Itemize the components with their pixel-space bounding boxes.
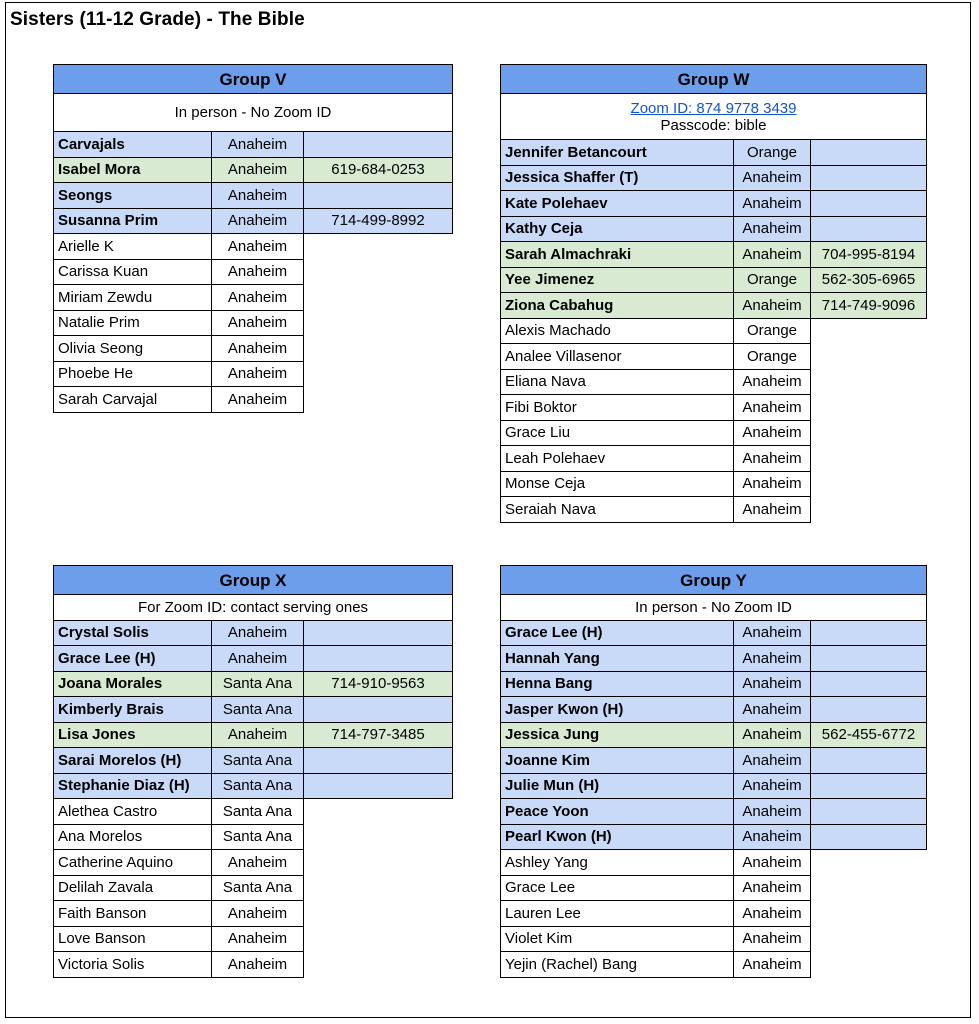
member-name: Alethea Castro <box>54 799 212 825</box>
member-phone <box>811 420 927 446</box>
member-name: Grace Liu <box>501 420 734 446</box>
meeting-info-line: Passcode: bible <box>660 116 767 134</box>
group-v-table <box>53 64 453 413</box>
member-row <box>54 620 453 646</box>
group-v-meeting-info <box>54 94 453 132</box>
member-row <box>54 259 453 285</box>
member-phone <box>811 926 927 952</box>
member-phone <box>811 216 927 242</box>
member-city: Anaheim <box>734 748 811 774</box>
member-name: Leah Polehaev <box>501 446 734 472</box>
member-row <box>501 446 927 472</box>
group-w-table <box>500 64 927 523</box>
member-city: Anaheim <box>734 850 811 876</box>
member-name: Carissa Kuan <box>54 259 212 285</box>
member-phone <box>811 344 927 370</box>
member-phone <box>304 285 453 311</box>
member-row <box>501 216 927 242</box>
member-phone <box>811 799 927 825</box>
member-city: Santa Ana <box>212 799 304 825</box>
member-phone <box>304 697 453 723</box>
member-phone <box>304 901 453 927</box>
member-name: Catherine Aquino <box>54 850 212 876</box>
member-phone: 714-910-9563 <box>304 671 453 697</box>
member-name: Joana Morales <box>54 671 212 697</box>
member-city: Anaheim <box>734 497 811 523</box>
member-row <box>54 285 453 311</box>
member-row <box>501 722 927 748</box>
member-phone <box>811 471 927 497</box>
member-city: Anaheim <box>734 926 811 952</box>
meeting-info-line: For Zoom ID: contact serving ones <box>137 598 369 616</box>
member-phone <box>811 748 927 774</box>
member-city: Anaheim <box>734 773 811 799</box>
member-row <box>54 208 453 234</box>
member-row <box>54 722 453 748</box>
member-name: Victoria Solis <box>54 952 212 978</box>
member-city: Anaheim <box>212 157 304 183</box>
member-city: Orange <box>734 140 811 166</box>
member-name: Delilah Zavala <box>54 875 212 901</box>
member-phone <box>304 850 453 876</box>
group-y-meeting-info <box>501 595 927 621</box>
member-name: Violet Kim <box>501 926 734 952</box>
member-phone <box>811 773 927 799</box>
member-row <box>54 901 453 927</box>
member-name: Faith Banson <box>54 901 212 927</box>
member-phone <box>811 824 927 850</box>
member-name: Love Banson <box>54 926 212 952</box>
member-city: Anaheim <box>734 799 811 825</box>
member-name: Pearl Kwon (H) <box>501 824 734 850</box>
member-name: Peace Yoon <box>501 799 734 825</box>
page-title: Sisters (11-12 Grade) - The Bible <box>10 9 305 30</box>
member-phone <box>304 259 453 285</box>
member-phone <box>811 671 927 697</box>
group-x-meeting-info <box>54 595 453 621</box>
zoom-id-link[interactable]: Zoom ID: 874 9778 3439 <box>630 99 797 117</box>
member-phone <box>811 875 927 901</box>
member-phone: 714-499-8992 <box>304 208 453 234</box>
member-phone: 562-455-6772 <box>811 722 927 748</box>
member-row <box>54 183 453 209</box>
member-row <box>501 773 927 799</box>
member-phone <box>811 850 927 876</box>
member-name: Yejin (Rachel) Bang <box>501 952 734 978</box>
member-phone <box>304 387 453 413</box>
member-phone <box>304 748 453 774</box>
member-name: Alexis Machado <box>501 318 734 344</box>
member-city: Anaheim <box>734 216 811 242</box>
member-name: Crystal Solis <box>54 620 212 646</box>
member-city: Anaheim <box>212 646 304 672</box>
member-name: Yee Jimenez <box>501 267 734 293</box>
member-city: Anaheim <box>734 165 811 191</box>
member-city: Anaheim <box>212 208 304 234</box>
member-row <box>501 497 927 523</box>
member-phone <box>811 952 927 978</box>
member-row <box>501 471 927 497</box>
member-name: Eliana Nava <box>501 369 734 395</box>
member-phone <box>811 369 927 395</box>
member-phone <box>811 191 927 217</box>
member-phone <box>304 646 453 672</box>
member-name: Fibi Boktor <box>501 395 734 421</box>
member-row <box>54 799 453 825</box>
member-name: Lisa Jones <box>54 722 212 748</box>
member-name: Ziona Cabahug <box>501 293 734 319</box>
member-phone <box>811 646 927 672</box>
member-name: Sarai Morelos (H) <box>54 748 212 774</box>
member-city: Anaheim <box>212 901 304 927</box>
member-phone <box>304 773 453 799</box>
member-name: Julie Mun (H) <box>501 773 734 799</box>
member-phone <box>304 183 453 209</box>
member-row <box>54 748 453 774</box>
member-row <box>54 926 453 952</box>
member-name: Monse Ceja <box>501 471 734 497</box>
member-city: Anaheim <box>212 361 304 387</box>
meeting-info-line: In person - No Zoom ID <box>635 598 792 616</box>
member-row <box>501 140 927 166</box>
member-city: Anaheim <box>734 671 811 697</box>
member-city: Anaheim <box>212 132 304 158</box>
member-phone <box>304 799 453 825</box>
group-x-header: Group X <box>54 566 453 595</box>
member-name: Ana Morelos <box>54 824 212 850</box>
member-city: Anaheim <box>734 369 811 395</box>
member-name: Analee Villasenor <box>501 344 734 370</box>
member-row <box>501 165 927 191</box>
member-phone <box>304 310 453 336</box>
member-row <box>501 293 927 319</box>
member-row <box>501 369 927 395</box>
member-phone <box>304 132 453 158</box>
member-row <box>501 191 927 217</box>
member-city: Anaheim <box>734 875 811 901</box>
member-name: Kate Polehaev <box>501 191 734 217</box>
member-city: Anaheim <box>734 293 811 319</box>
group-w-header: Group W <box>501 65 927 94</box>
member-name: Sarah Almachraki <box>501 242 734 268</box>
member-name: Arielle K <box>54 234 212 260</box>
member-phone <box>304 952 453 978</box>
member-city: Anaheim <box>734 722 811 748</box>
member-city: Anaheim <box>212 183 304 209</box>
member-name: Olivia Seong <box>54 336 212 362</box>
member-phone <box>811 140 927 166</box>
member-phone <box>304 620 453 646</box>
member-phone: 562-305-6965 <box>811 267 927 293</box>
group-y-header: Group Y <box>501 566 927 595</box>
member-row <box>501 671 927 697</box>
member-row <box>54 336 453 362</box>
member-name: Grace Lee <box>501 875 734 901</box>
member-row <box>501 824 927 850</box>
group-w-meeting-info <box>501 94 927 140</box>
member-row <box>501 344 927 370</box>
member-city: Anaheim <box>212 285 304 311</box>
member-phone <box>811 165 927 191</box>
member-phone <box>811 446 927 472</box>
member-name: Jennifer Betancourt <box>501 140 734 166</box>
member-row <box>501 748 927 774</box>
member-name: Seraiah Nava <box>501 497 734 523</box>
member-phone <box>304 234 453 260</box>
member-phone <box>304 824 453 850</box>
member-row <box>54 773 453 799</box>
member-row <box>501 267 927 293</box>
member-name: Phoebe He <box>54 361 212 387</box>
member-city: Anaheim <box>212 259 304 285</box>
member-name: Lauren Lee <box>501 901 734 927</box>
member-phone <box>811 697 927 723</box>
member-city: Santa Ana <box>212 671 304 697</box>
member-phone <box>304 336 453 362</box>
member-row <box>501 620 927 646</box>
member-name: Natalie Prim <box>54 310 212 336</box>
member-name: Jessica Jung <box>501 722 734 748</box>
member-name: Grace Lee (H) <box>501 620 734 646</box>
member-row <box>501 395 927 421</box>
member-row <box>501 850 927 876</box>
member-phone <box>304 361 453 387</box>
member-row <box>501 697 927 723</box>
member-name: Stephanie Diaz (H) <box>54 773 212 799</box>
member-row <box>54 646 453 672</box>
member-phone: 714-797-3485 <box>304 722 453 748</box>
group-y-table <box>500 565 927 978</box>
member-city: Anaheim <box>212 952 304 978</box>
member-row <box>54 952 453 978</box>
document-page <box>5 2 971 1018</box>
member-city: Anaheim <box>734 697 811 723</box>
member-city: Anaheim <box>734 420 811 446</box>
member-name: Kimberly Brais <box>54 697 212 723</box>
member-phone <box>811 318 927 344</box>
member-city: Anaheim <box>212 722 304 748</box>
member-city: Santa Ana <box>212 824 304 850</box>
member-row <box>54 824 453 850</box>
member-city: Anaheim <box>734 952 811 978</box>
member-city: Orange <box>734 267 811 293</box>
member-row <box>501 420 927 446</box>
member-city: Anaheim <box>212 310 304 336</box>
member-city: Anaheim <box>734 242 811 268</box>
member-row <box>54 671 453 697</box>
member-row <box>501 242 927 268</box>
member-row <box>54 310 453 336</box>
group-v-header: Group V <box>54 65 453 94</box>
member-city: Santa Ana <box>212 875 304 901</box>
member-name: Seongs <box>54 183 212 209</box>
member-phone: 714-749-9096 <box>811 293 927 319</box>
member-name: Miriam Zewdu <box>54 285 212 311</box>
member-row <box>54 850 453 876</box>
member-name: Ashley Yang <box>501 850 734 876</box>
member-phone: 619-684-0253 <box>304 157 453 183</box>
member-name: Kathy Ceja <box>501 216 734 242</box>
member-city: Orange <box>734 318 811 344</box>
member-name: Jessica Shaffer (T) <box>501 165 734 191</box>
member-phone <box>811 497 927 523</box>
member-row <box>501 952 927 978</box>
member-row <box>54 157 453 183</box>
member-city: Anaheim <box>734 824 811 850</box>
member-name: Susanna Prim <box>54 208 212 234</box>
member-city: Anaheim <box>734 446 811 472</box>
member-city: Anaheim <box>734 620 811 646</box>
member-name: Isabel Mora <box>54 157 212 183</box>
member-city: Anaheim <box>212 926 304 952</box>
member-phone <box>304 875 453 901</box>
member-row <box>501 318 927 344</box>
member-row <box>501 799 927 825</box>
member-city: Anaheim <box>734 901 811 927</box>
member-city: Santa Ana <box>212 773 304 799</box>
member-name: Carvajals <box>54 132 212 158</box>
member-row <box>501 926 927 952</box>
member-city: Anaheim <box>734 471 811 497</box>
member-city: Anaheim <box>734 191 811 217</box>
member-name: Sarah Carvajal <box>54 387 212 413</box>
member-name: Jasper Kwon (H) <box>501 697 734 723</box>
member-phone: 704-995-8194 <box>811 242 927 268</box>
member-city: Orange <box>734 344 811 370</box>
member-name: Grace Lee (H) <box>54 646 212 672</box>
member-row <box>501 901 927 927</box>
member-city: Anaheim <box>212 850 304 876</box>
member-city: Anaheim <box>212 234 304 260</box>
member-row <box>501 875 927 901</box>
member-phone <box>811 620 927 646</box>
member-name: Hannah Yang <box>501 646 734 672</box>
member-city: Anaheim <box>212 336 304 362</box>
member-city: Santa Ana <box>212 697 304 723</box>
member-phone <box>811 901 927 927</box>
member-phone <box>811 395 927 421</box>
group-x-table <box>53 565 453 978</box>
member-name: Joanne Kim <box>501 748 734 774</box>
member-city: Anaheim <box>212 387 304 413</box>
member-row <box>54 387 453 413</box>
member-name: Henna Bang <box>501 671 734 697</box>
member-city: Anaheim <box>734 395 811 421</box>
member-row <box>501 646 927 672</box>
member-phone <box>304 926 453 952</box>
meeting-info-line: In person - No Zoom ID <box>174 104 332 121</box>
member-row <box>54 361 453 387</box>
member-row <box>54 697 453 723</box>
member-city: Santa Ana <box>212 748 304 774</box>
member-row <box>54 875 453 901</box>
member-row <box>54 234 453 260</box>
member-city: Anaheim <box>212 620 304 646</box>
member-city: Anaheim <box>734 646 811 672</box>
member-row <box>54 132 453 158</box>
